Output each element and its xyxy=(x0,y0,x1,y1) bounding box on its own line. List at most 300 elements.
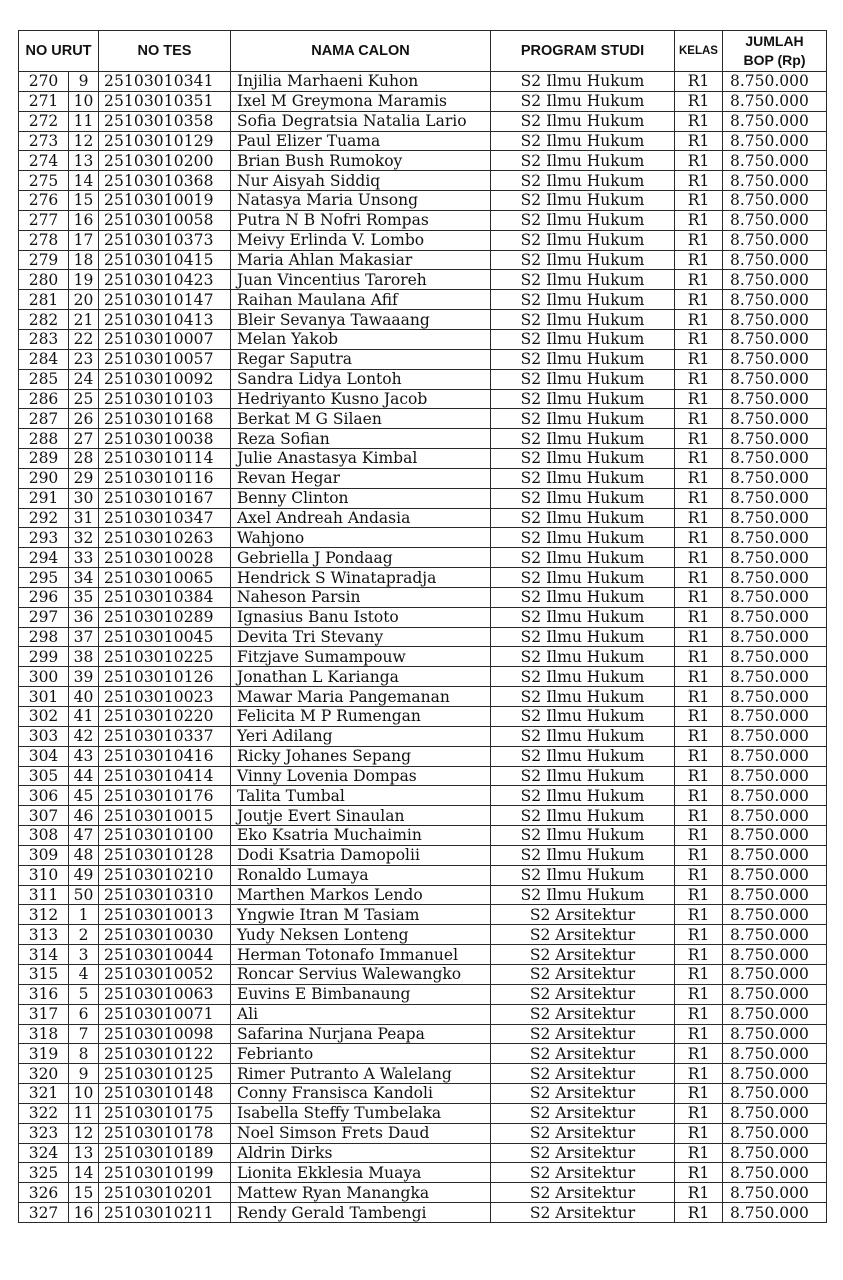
cell-no: 313 xyxy=(19,925,69,945)
cell-jumlah-bop: 8.750.000 xyxy=(723,91,827,111)
cell-nama-calon: Febrianto xyxy=(231,1044,491,1064)
cell-no: 310 xyxy=(19,865,69,885)
cell-jumlah-bop: 8.750.000 xyxy=(723,667,827,687)
cell-nama-calon: Conny Fransisca Kandoli xyxy=(231,1084,491,1104)
cell-no-urut: 49 xyxy=(69,865,99,885)
cell-kelas: R1 xyxy=(675,925,723,945)
cell-jumlah-bop: 8.750.000 xyxy=(723,607,827,627)
cell-nama-calon: Fitzjave Sumampouw xyxy=(231,647,491,667)
cell-no-urut: 7 xyxy=(69,1024,99,1044)
cell-no-tes: 25103010030 xyxy=(99,925,231,945)
bop-table xyxy=(18,30,827,1223)
cell-no-urut: 38 xyxy=(69,647,99,667)
cell-nama-calon: Ricky Johanes Sepang xyxy=(231,746,491,766)
cell-kelas: R1 xyxy=(675,171,723,191)
cell-no-tes: 25103010337 xyxy=(99,726,231,746)
cell-kelas: R1 xyxy=(675,905,723,925)
cell-no: 318 xyxy=(19,1024,69,1044)
cell-program-studi: S2 Ilmu Hukum xyxy=(491,746,675,766)
cell-nama-calon: Mattew Ryan Manangka xyxy=(231,1183,491,1203)
header-no-urut: NO URUT xyxy=(19,31,99,72)
bop-table-sheet xyxy=(18,30,827,1223)
cell-program-studi: S2 Arsitektur xyxy=(491,1044,675,1064)
table-row xyxy=(19,1044,827,1064)
table-row xyxy=(19,806,827,826)
cell-no-urut: 8 xyxy=(69,1044,99,1064)
cell-no-tes: 25103010098 xyxy=(99,1024,231,1044)
cell-kelas: R1 xyxy=(675,687,723,707)
cell-no: 284 xyxy=(19,349,69,369)
cell-program-studi: S2 Ilmu Hukum xyxy=(491,230,675,250)
cell-program-studi: S2 Arsitektur xyxy=(491,964,675,984)
table-row xyxy=(19,468,827,488)
cell-jumlah-bop: 8.750.000 xyxy=(723,1143,827,1163)
cell-nama-calon: Injilia Marhaeni Kuhon xyxy=(231,72,491,92)
table-row xyxy=(19,230,827,250)
table-row xyxy=(19,270,827,290)
cell-kelas: R1 xyxy=(675,429,723,449)
header-kelas: KELAS xyxy=(675,31,723,72)
cell-no: 314 xyxy=(19,945,69,965)
header-program-studi: PROGRAM STUDI xyxy=(491,31,675,72)
cell-kelas: R1 xyxy=(675,210,723,230)
cell-no-urut: 4 xyxy=(69,964,99,984)
cell-no-urut: 35 xyxy=(69,587,99,607)
cell-no-urut: 21 xyxy=(69,310,99,330)
cell-kelas: R1 xyxy=(675,1123,723,1143)
cell-program-studi: S2 Arsitektur xyxy=(491,984,675,1004)
cell-nama-calon: Bleir Sevanya Tawaaang xyxy=(231,310,491,330)
cell-kelas: R1 xyxy=(675,1024,723,1044)
cell-no-urut: 11 xyxy=(69,111,99,131)
cell-no: 287 xyxy=(19,409,69,429)
cell-no-tes: 25103010058 xyxy=(99,210,231,230)
table-row xyxy=(19,151,827,171)
cell-no-urut: 32 xyxy=(69,528,99,548)
cell-jumlah-bop: 8.750.000 xyxy=(723,409,827,429)
cell-kelas: R1 xyxy=(675,111,723,131)
cell-no-urut: 9 xyxy=(69,72,99,92)
cell-no-tes: 25103010373 xyxy=(99,230,231,250)
cell-no-urut: 14 xyxy=(69,1163,99,1183)
cell-no-urut: 42 xyxy=(69,726,99,746)
cell-kelas: R1 xyxy=(675,548,723,568)
table-row xyxy=(19,310,827,330)
cell-program-studi: S2 Ilmu Hukum xyxy=(491,449,675,469)
cell-no: 302 xyxy=(19,707,69,727)
cell-no: 291 xyxy=(19,488,69,508)
cell-jumlah-bop: 8.750.000 xyxy=(723,508,827,528)
cell-no-urut: 13 xyxy=(69,151,99,171)
cell-jumlah-bop: 8.750.000 xyxy=(723,627,827,647)
cell-jumlah-bop: 8.750.000 xyxy=(723,1044,827,1064)
cell-no: 315 xyxy=(19,964,69,984)
cell-program-studi: S2 Ilmu Hukum xyxy=(491,151,675,171)
cell-program-studi: S2 Ilmu Hukum xyxy=(491,707,675,727)
cell-jumlah-bop: 8.750.000 xyxy=(723,1123,827,1143)
cell-no: 320 xyxy=(19,1064,69,1084)
cell-no: 312 xyxy=(19,905,69,925)
cell-no-tes: 25103010057 xyxy=(99,349,231,369)
cell-nama-calon: Vinny Lovenia Dompas xyxy=(231,766,491,786)
cell-no-urut: 17 xyxy=(69,230,99,250)
cell-kelas: R1 xyxy=(675,270,723,290)
table-row xyxy=(19,845,827,865)
cell-no-urut: 50 xyxy=(69,885,99,905)
cell-no: 308 xyxy=(19,826,69,846)
cell-jumlah-bop: 8.750.000 xyxy=(723,984,827,1004)
cell-no-urut: 41 xyxy=(69,707,99,727)
cell-program-studi: S2 Ilmu Hukum xyxy=(491,468,675,488)
cell-kelas: R1 xyxy=(675,369,723,389)
cell-program-studi: S2 Ilmu Hukum xyxy=(491,131,675,151)
cell-jumlah-bop: 8.750.000 xyxy=(723,429,827,449)
cell-kelas: R1 xyxy=(675,1064,723,1084)
cell-nama-calon: Raihan Maulana Afif xyxy=(231,290,491,310)
table-row xyxy=(19,984,827,1004)
cell-no-urut: 12 xyxy=(69,131,99,151)
cell-nama-calon: Yeri Adilang xyxy=(231,726,491,746)
cell-kelas: R1 xyxy=(675,1044,723,1064)
cell-no-urut: 15 xyxy=(69,191,99,211)
cell-no-tes: 25103010201 xyxy=(99,1183,231,1203)
cell-jumlah-bop: 8.750.000 xyxy=(723,230,827,250)
table-row xyxy=(19,786,827,806)
header-nama-calon: NAMA CALON xyxy=(231,31,491,72)
table-row xyxy=(19,329,827,349)
cell-jumlah-bop: 8.750.000 xyxy=(723,1004,827,1024)
cell-jumlah-bop: 8.750.000 xyxy=(723,806,827,826)
table-row xyxy=(19,449,827,469)
table-row xyxy=(19,508,827,528)
cell-kelas: R1 xyxy=(675,746,723,766)
table-row xyxy=(19,905,827,925)
cell-program-studi: S2 Ilmu Hukum xyxy=(491,845,675,865)
cell-program-studi: S2 Ilmu Hukum xyxy=(491,488,675,508)
cell-no-tes: 25103010414 xyxy=(99,766,231,786)
table-row xyxy=(19,865,827,885)
cell-nama-calon: Nur Aisyah Siddiq xyxy=(231,171,491,191)
cell-program-studi: S2 Ilmu Hukum xyxy=(491,409,675,429)
cell-nama-calon: Meivy Erlinda V. Lombo xyxy=(231,230,491,250)
cell-no: 323 xyxy=(19,1123,69,1143)
cell-no-tes: 25103010347 xyxy=(99,508,231,528)
cell-no-tes: 25103010045 xyxy=(99,627,231,647)
cell-no: 301 xyxy=(19,687,69,707)
cell-no: 292 xyxy=(19,508,69,528)
cell-no-urut: 37 xyxy=(69,627,99,647)
cell-no-urut: 16 xyxy=(69,210,99,230)
cell-no-tes: 25103010341 xyxy=(99,72,231,92)
cell-no-tes: 25103010263 xyxy=(99,528,231,548)
cell-jumlah-bop: 8.750.000 xyxy=(723,270,827,290)
cell-no: 271 xyxy=(19,91,69,111)
cell-program-studi: S2 Ilmu Hukum xyxy=(491,111,675,131)
cell-no: 285 xyxy=(19,369,69,389)
cell-no-tes: 25103010019 xyxy=(99,191,231,211)
cell-no-urut: 18 xyxy=(69,250,99,270)
cell-no-tes: 25103010071 xyxy=(99,1004,231,1024)
cell-no-urut: 47 xyxy=(69,826,99,846)
cell-no-tes: 25103010368 xyxy=(99,171,231,191)
cell-no-urut: 24 xyxy=(69,369,99,389)
cell-nama-calon: Dodi Ksatria Damopolii xyxy=(231,845,491,865)
cell-no-urut: 10 xyxy=(69,1084,99,1104)
cell-jumlah-bop: 8.750.000 xyxy=(723,1203,827,1223)
cell-no-tes: 25103010038 xyxy=(99,429,231,449)
table-row xyxy=(19,826,827,846)
cell-nama-calon: Berkat M G Silaen xyxy=(231,409,491,429)
cell-jumlah-bop: 8.750.000 xyxy=(723,865,827,885)
header-row xyxy=(19,31,827,72)
cell-program-studi: S2 Ilmu Hukum xyxy=(491,726,675,746)
cell-no-tes: 25103010415 xyxy=(99,250,231,270)
cell-jumlah-bop: 8.750.000 xyxy=(723,369,827,389)
cell-no-tes: 25103010128 xyxy=(99,845,231,865)
cell-nama-calon: Yudy Neksen Lonteng xyxy=(231,925,491,945)
table-row xyxy=(19,1183,827,1203)
table-row xyxy=(19,290,827,310)
cell-jumlah-bop: 8.750.000 xyxy=(723,1064,827,1084)
cell-no: 272 xyxy=(19,111,69,131)
cell-nama-calon: Herman Totonafo Immanuel xyxy=(231,945,491,965)
cell-program-studi: S2 Ilmu Hukum xyxy=(491,528,675,548)
cell-program-studi: S2 Ilmu Hukum xyxy=(491,91,675,111)
cell-program-studi: S2 Arsitektur xyxy=(491,925,675,945)
cell-nama-calon: Jonathan L Karianga xyxy=(231,667,491,687)
cell-jumlah-bop: 8.750.000 xyxy=(723,707,827,727)
cell-no-urut: 22 xyxy=(69,329,99,349)
cell-no-tes: 25103010176 xyxy=(99,786,231,806)
cell-no: 296 xyxy=(19,587,69,607)
table-row xyxy=(19,1123,827,1143)
cell-jumlah-bop: 8.750.000 xyxy=(723,1084,827,1104)
cell-nama-calon: Marthen Markos Lendo xyxy=(231,885,491,905)
cell-program-studi: S2 Arsitektur xyxy=(491,945,675,965)
cell-jumlah-bop: 8.750.000 xyxy=(723,786,827,806)
cell-program-studi: S2 Arsitektur xyxy=(491,1163,675,1183)
cell-jumlah-bop: 8.750.000 xyxy=(723,925,827,945)
cell-no: 321 xyxy=(19,1084,69,1104)
cell-program-studi: S2 Arsitektur xyxy=(491,1084,675,1104)
cell-no-tes: 25103010413 xyxy=(99,310,231,330)
cell-nama-calon: Benny Clinton xyxy=(231,488,491,508)
table-row xyxy=(19,1004,827,1024)
cell-no-tes: 25103010147 xyxy=(99,290,231,310)
cell-kelas: R1 xyxy=(675,1004,723,1024)
cell-jumlah-bop: 8.750.000 xyxy=(723,468,827,488)
cell-no-urut: 29 xyxy=(69,468,99,488)
cell-nama-calon: Sofia Degratsia Natalia Lario xyxy=(231,111,491,131)
table-row xyxy=(19,647,827,667)
cell-program-studi: S2 Ilmu Hukum xyxy=(491,389,675,409)
cell-nama-calon: Noel Simson Frets Daud xyxy=(231,1123,491,1143)
table-row xyxy=(19,1203,827,1223)
cell-jumlah-bop: 8.750.000 xyxy=(723,290,827,310)
cell-nama-calon: Yngwie Itran M Tasiam xyxy=(231,905,491,925)
cell-kelas: R1 xyxy=(675,409,723,429)
table-row xyxy=(19,91,827,111)
cell-program-studi: S2 Ilmu Hukum xyxy=(491,687,675,707)
cell-no: 317 xyxy=(19,1004,69,1024)
cell-no-tes: 25103010200 xyxy=(99,151,231,171)
cell-program-studi: S2 Arsitektur xyxy=(491,1064,675,1084)
cell-no-tes: 25103010044 xyxy=(99,945,231,965)
cell-jumlah-bop: 8.750.000 xyxy=(723,191,827,211)
cell-jumlah-bop: 8.750.000 xyxy=(723,885,827,905)
table-row xyxy=(19,945,827,965)
cell-no-tes: 25103010015 xyxy=(99,806,231,826)
cell-program-studi: S2 Ilmu Hukum xyxy=(491,429,675,449)
cell-kelas: R1 xyxy=(675,945,723,965)
table-row xyxy=(19,726,827,746)
cell-no: 298 xyxy=(19,627,69,647)
table-row xyxy=(19,429,827,449)
cell-nama-calon: Axel Andreah Andasia xyxy=(231,508,491,528)
cell-kelas: R1 xyxy=(675,91,723,111)
cell-program-studi: S2 Ilmu Hukum xyxy=(491,72,675,92)
cell-kelas: R1 xyxy=(675,707,723,727)
table-row xyxy=(19,111,827,131)
cell-no: 286 xyxy=(19,389,69,409)
cell-jumlah-bop: 8.750.000 xyxy=(723,766,827,786)
cell-kelas: R1 xyxy=(675,964,723,984)
cell-nama-calon: Joutje Evert Sinaulan xyxy=(231,806,491,826)
cell-no-urut: 36 xyxy=(69,607,99,627)
cell-nama-calon: Revan Hegar xyxy=(231,468,491,488)
cell-no: 279 xyxy=(19,250,69,270)
cell-no-tes: 25103010423 xyxy=(99,270,231,290)
table-row xyxy=(19,528,827,548)
cell-nama-calon: Devita Tri Stevany xyxy=(231,627,491,647)
cell-no-urut: 11 xyxy=(69,1103,99,1123)
cell-nama-calon: Eko Ksatria Muchaimin xyxy=(231,826,491,846)
cell-no-tes: 25103010210 xyxy=(99,865,231,885)
header-jumlah-line2: BOP (Rp) xyxy=(743,52,806,68)
cell-program-studi: S2 Ilmu Hukum xyxy=(491,290,675,310)
cell-no-urut: 23 xyxy=(69,349,99,369)
table-row xyxy=(19,964,827,984)
cell-no-urut: 43 xyxy=(69,746,99,766)
cell-nama-calon: Roncar Servius Walewangko xyxy=(231,964,491,984)
table-row xyxy=(19,667,827,687)
table-row xyxy=(19,1064,827,1084)
cell-jumlah-bop: 8.750.000 xyxy=(723,329,827,349)
cell-program-studi: S2 Ilmu Hukum xyxy=(491,806,675,826)
cell-no-urut: 10 xyxy=(69,91,99,111)
cell-no-urut: 30 xyxy=(69,488,99,508)
cell-kelas: R1 xyxy=(675,766,723,786)
cell-kelas: R1 xyxy=(675,786,723,806)
cell-no-tes: 25103010148 xyxy=(99,1084,231,1104)
cell-kelas: R1 xyxy=(675,230,723,250)
cell-no-tes: 25103010007 xyxy=(99,329,231,349)
cell-no-tes: 25103010168 xyxy=(99,409,231,429)
cell-no: 297 xyxy=(19,607,69,627)
cell-kelas: R1 xyxy=(675,1084,723,1104)
cell-no: 322 xyxy=(19,1103,69,1123)
cell-nama-calon: Putra N B Nofri Rompas xyxy=(231,210,491,230)
cell-kelas: R1 xyxy=(675,131,723,151)
cell-program-studi: S2 Ilmu Hukum xyxy=(491,548,675,568)
cell-no: 293 xyxy=(19,528,69,548)
cell-program-studi: S2 Arsitektur xyxy=(491,1024,675,1044)
cell-jumlah-bop: 8.750.000 xyxy=(723,826,827,846)
cell-no-tes: 25103010289 xyxy=(99,607,231,627)
cell-jumlah-bop: 8.750.000 xyxy=(723,131,827,151)
cell-no-tes: 25103010116 xyxy=(99,468,231,488)
table-row xyxy=(19,210,827,230)
cell-jumlah-bop: 8.750.000 xyxy=(723,111,827,131)
header-jumlah-bop xyxy=(723,31,827,72)
cell-kelas: R1 xyxy=(675,647,723,667)
cell-no-urut: 6 xyxy=(69,1004,99,1024)
cell-kelas: R1 xyxy=(675,865,723,885)
cell-no-tes: 25103010065 xyxy=(99,568,231,588)
cell-no-urut: 19 xyxy=(69,270,99,290)
cell-nama-calon: Gebriella J Pondaag xyxy=(231,548,491,568)
cell-nama-calon: Naheson Parsin xyxy=(231,587,491,607)
cell-no: 303 xyxy=(19,726,69,746)
table-row xyxy=(19,250,827,270)
table-row xyxy=(19,627,827,647)
cell-no-urut: 12 xyxy=(69,1123,99,1143)
header-no-tes: NO TES xyxy=(99,31,231,72)
cell-nama-calon: Aldrin Dirks xyxy=(231,1143,491,1163)
cell-program-studi: S2 Ilmu Hukum xyxy=(491,210,675,230)
cell-program-studi: S2 Arsitektur xyxy=(491,1103,675,1123)
cell-no-tes: 25103010125 xyxy=(99,1064,231,1084)
cell-kelas: R1 xyxy=(675,389,723,409)
cell-nama-calon: Regar Saputra xyxy=(231,349,491,369)
cell-jumlah-bop: 8.750.000 xyxy=(723,389,827,409)
cell-no: 290 xyxy=(19,468,69,488)
cell-no-urut: 40 xyxy=(69,687,99,707)
table-row xyxy=(19,746,827,766)
table-row xyxy=(19,587,827,607)
table-header xyxy=(19,31,827,72)
cell-nama-calon: Juan Vincentius Taroreh xyxy=(231,270,491,290)
cell-no-urut: 15 xyxy=(69,1183,99,1203)
cell-no: 281 xyxy=(19,290,69,310)
cell-jumlah-bop: 8.750.000 xyxy=(723,548,827,568)
cell-jumlah-bop: 8.750.000 xyxy=(723,845,827,865)
cell-program-studi: S2 Ilmu Hukum xyxy=(491,508,675,528)
cell-nama-calon: Paul Elizer Tuama xyxy=(231,131,491,151)
cell-no: 277 xyxy=(19,210,69,230)
cell-program-studi: S2 Ilmu Hukum xyxy=(491,607,675,627)
cell-jumlah-bop: 8.750.000 xyxy=(723,945,827,965)
table-row xyxy=(19,349,827,369)
cell-program-studi: S2 Ilmu Hukum xyxy=(491,826,675,846)
cell-kelas: R1 xyxy=(675,72,723,92)
cell-kelas: R1 xyxy=(675,290,723,310)
cell-program-studi: S2 Ilmu Hukum xyxy=(491,191,675,211)
table-row xyxy=(19,389,827,409)
cell-jumlah-bop: 8.750.000 xyxy=(723,528,827,548)
cell-jumlah-bop: 8.750.000 xyxy=(723,210,827,230)
cell-no-tes: 25103010175 xyxy=(99,1103,231,1123)
cell-no-tes: 25103010028 xyxy=(99,548,231,568)
cell-no: 306 xyxy=(19,786,69,806)
cell-program-studi: S2 Ilmu Hukum xyxy=(491,369,675,389)
table-row xyxy=(19,1103,827,1123)
cell-jumlah-bop: 8.750.000 xyxy=(723,310,827,330)
cell-no-urut: 1 xyxy=(69,905,99,925)
table-row xyxy=(19,707,827,727)
cell-jumlah-bop: 8.750.000 xyxy=(723,1183,827,1203)
cell-kelas: R1 xyxy=(675,191,723,211)
